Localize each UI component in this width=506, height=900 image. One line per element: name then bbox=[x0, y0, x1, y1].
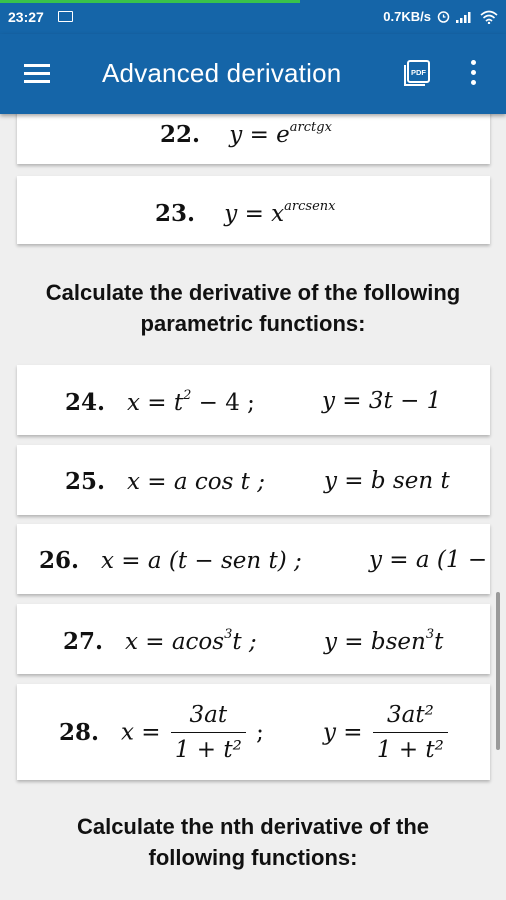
fraction-y: $\frac{\text{3at²}}{\text{1 + t²}}$ bbox=[373, 702, 448, 763]
pdf-icon-label: PDF bbox=[411, 68, 426, 77]
exercise-card-23[interactable] bbox=[17, 176, 490, 244]
exercise-card-24[interactable] bbox=[17, 365, 490, 435]
alarm-icon bbox=[437, 10, 450, 23]
equation-28-y: y = $\frac{\text{3at²}}{\text{1 + t²}}$ bbox=[323, 702, 451, 763]
equation-26-y: y = a (1 − bbox=[369, 547, 488, 573]
page-title: Advanced derivation bbox=[102, 58, 342, 88]
equation-24-y: y = 3t − 1 bbox=[322, 388, 442, 414]
equation-23: 23. $y = x^{arcsenx}$ bbox=[155, 199, 336, 227]
exercise-card-27[interactable] bbox=[17, 604, 490, 674]
exercise-card-25[interactable] bbox=[17, 445, 490, 515]
equation-27: 27. x = acos$^3$t ; bbox=[63, 627, 257, 655]
mail-notification-icon bbox=[58, 11, 73, 22]
signal-icon bbox=[456, 11, 474, 23]
fraction-x: $\frac{3at}{\text{1 + t²}}$ bbox=[171, 702, 246, 763]
pdf-icon[interactable] bbox=[403, 59, 431, 87]
status-time: 23:27 bbox=[8, 9, 44, 25]
loading-progress-bar bbox=[0, 0, 300, 3]
equation-28: 28. x = $\frac{3at}{\text{1 + t²}}$ ; bbox=[59, 702, 264, 763]
exercise-list[interactable] bbox=[0, 114, 506, 900]
equation-24: 24. $x = t^2 - 4$ ; bbox=[65, 388, 255, 416]
section-heading-nth: Calculate the nth derivative of the following functions: bbox=[76, 814, 430, 870]
equation-22: 22. $y = e^{arctgx}$ bbox=[160, 120, 332, 148]
scrollbar-thumb[interactable] bbox=[496, 592, 500, 750]
network-speed: 0.7KB/s bbox=[383, 9, 431, 24]
exercise-card-22[interactable] bbox=[17, 114, 490, 164]
overflow-menu-icon[interactable] bbox=[470, 60, 478, 86]
status-bar bbox=[0, 0, 506, 34]
menu-icon[interactable] bbox=[24, 62, 52, 84]
equation-27-y: y = bsen$^3$t bbox=[324, 627, 444, 655]
equation-25-y: y = b sen t bbox=[324, 468, 450, 494]
equation-25: 25. x = a cos t ; bbox=[65, 468, 265, 495]
wifi-icon bbox=[480, 10, 498, 24]
exercise-card-26[interactable] bbox=[17, 524, 490, 594]
section-heading-parametric: Calculate the derivative of the following parametric functions: bbox=[45, 280, 461, 336]
exercise-card-28[interactable] bbox=[17, 684, 490, 780]
status-indicators bbox=[383, 9, 498, 24]
app-bar bbox=[0, 34, 506, 114]
equation-26: 26. x = a (t − sen t) ; bbox=[39, 547, 302, 574]
